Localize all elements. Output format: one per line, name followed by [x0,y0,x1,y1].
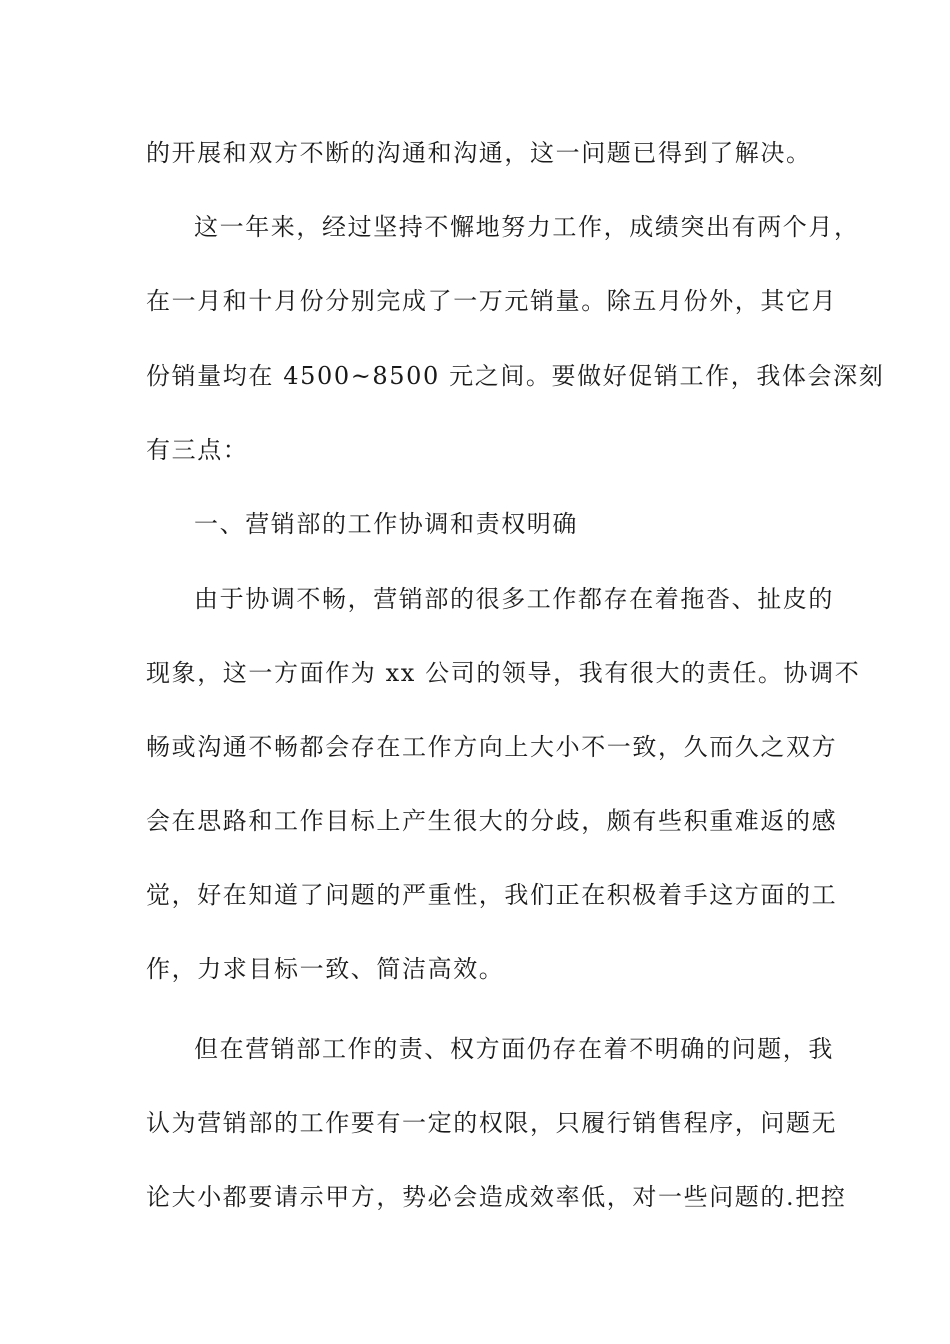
text-line: 作，力求目标一致、简洁高效。 [146,955,505,983]
text-line: 有三点： [146,436,249,464]
text-line: 现象，这一方面作为 xx 公司的领导，我有很大的责任。协调不 [146,659,861,687]
text-line: 的开展和双方不断的沟通和沟通，这一问题已得到了解决。 [146,139,812,167]
text-line: 认为营销部的工作要有一定的权限，只履行销售程序，问题无 [146,1109,838,1137]
paragraph-start-line: 这一年来，经过坚持不懈地努力工作，成绩突出有两个月， [194,213,860,241]
text-line: 会在思路和工作目标上产生很大的分歧，颇有些积重难返的感 [146,807,838,835]
text-line: 论大小都要请示甲方，势必会造成效率低，对一些问题的.把控 [146,1183,847,1211]
text-line: 份销量均在 4500~8500 元之间。要做好促销工作，我体会深刻 [146,362,885,390]
paragraph-start-line: 由于协调不畅，营销部的很多工作都存在着拖沓、扯皮的 [194,585,834,613]
section-heading: 一、营销部的工作协调和责权明确 [194,510,578,538]
text-line: 在一月和十月份分别完成了一万元销量。除五月份外，其它月 [146,287,838,315]
text-line: 觉，好在知道了问题的严重性，我们正在积极着手这方面的工 [146,881,838,909]
text-line: 畅或沟通不畅都会存在工作方向上大小不一致，久而久之双方 [146,733,838,761]
paragraph-start-line: 但在营销部工作的责、权方面仍存在着不明确的问题，我 [194,1035,834,1063]
